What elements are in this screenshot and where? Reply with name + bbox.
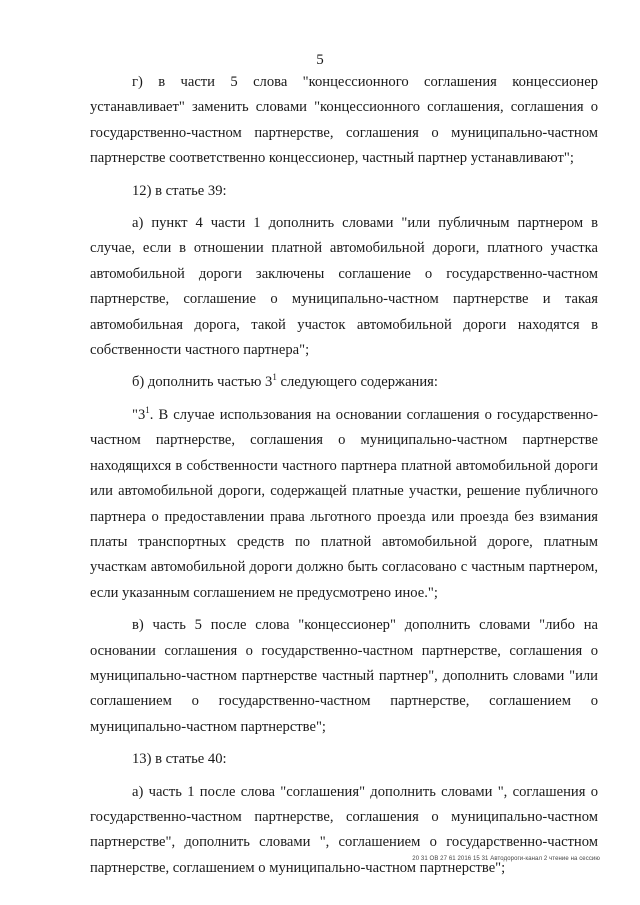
document-footer-code: 20 31 ОВ 27 61 2016 15 31 Автодороги-канал 2 чтение на сессию bbox=[412, 856, 600, 862]
paragraph-a-point4: а) пункт 4 части 1 дополнить словами "или публичным партнером в случае, если в отношении платной автомобильной дороги, платного участка автомобильной дороги заключены соглашение о государственно-частном партнерстве, соглашение о муниципально-частном партнерстве и такая автомобильная дорога, такой участок автомобильной дороги находятся в собственности частного партнера"; bbox=[90, 215, 598, 359]
paragraph-g-part5: г) в части 5 слова "концессионного соглашения концессионер устанавливает" заменить словами "концессионного соглашения, соглашения о государственно-частном партнерстве, соглашения о муниципально-частном партнерстве соответственно концессионер, частный партнер устанавливают"; bbox=[90, 74, 598, 167]
superscript-index: 1 bbox=[272, 372, 277, 383]
paragraph-quote-part3-1 bbox=[90, 403, 598, 606]
quote-text-before: "3 bbox=[132, 406, 146, 423]
page-number: 5 bbox=[316, 52, 324, 68]
paragraph-b-part3-1 bbox=[90, 370, 598, 395]
paragraph-a-part1: а) часть 1 после слова "соглашения" дополнить словами ", соглашения о государственно-частном партнерстве, соглашения о муниципально-частном партнерстве", дополнить словами ", соглашением о государственно-частном партнерстве, соглашением о муниципально-частном партнерстве"; bbox=[90, 783, 598, 876]
paragraph-article-39: 12) в статье 39: bbox=[132, 182, 227, 199]
paragraph-v-part5: в) часть 5 после слова "концессионер" дополнить словами "либо на основании соглашения о государственно-частном партнерстве, соглашения о муниципально-частном партнерстве частный партнер", дополнить словами "или соглашением о государственно-частном партнерстве, соглашением о муниципально-частном партнерстве"; bbox=[90, 617, 598, 735]
paragraph-article-40: 13) в статье 40: bbox=[132, 751, 227, 768]
superscript-index: 1 bbox=[145, 405, 150, 416]
document-body bbox=[90, 70, 598, 888]
paragraph-b-text-after: следующего содержания: bbox=[276, 374, 438, 391]
quote-text-after: . В случае использования на основании соглашения о государственно-частном партнерстве, соглашения о муниципально-частном партнерстве находящихся в собственности частного партнера платной автомобильной дороги или автомобильной дороги, содержащей платные участки, решение публичного партнера о предоставлении права льготного проезда или проезда без взимания платы транспортных средств по платной автомобильной дороге, платным участкам автомобильной дороги должно быть согласовано с частным партнером, если указанным соглашением не предусмотрено иное."; bbox=[90, 406, 598, 601]
paragraph-b-text-before: б) дополнить частью 3 bbox=[132, 374, 273, 391]
